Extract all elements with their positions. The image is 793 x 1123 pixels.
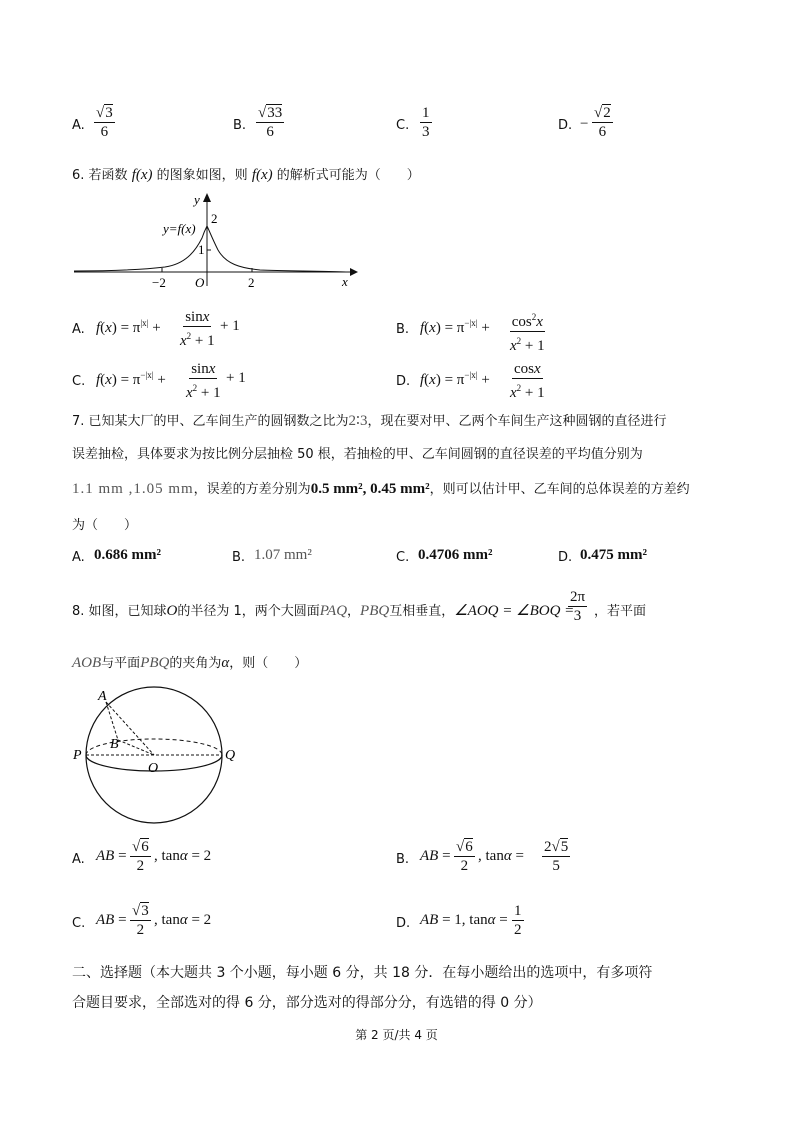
q8-line-2 bbox=[72, 652, 307, 672]
q8-frac-num: 2π bbox=[570, 589, 586, 605]
q5-option-b-fraction: $\frac{√33}{6}$ bbox=[258, 105, 283, 140]
q7-option-d-label: D. bbox=[558, 550, 573, 565]
q5-option-c-num: 1 bbox=[422, 105, 430, 121]
point-A-label: A bbox=[98, 689, 107, 704]
q8-ball: O bbox=[166, 603, 178, 619]
q5-option-b-den: 6 bbox=[266, 124, 274, 140]
q7-option-c: 0.4706 mm² bbox=[418, 547, 493, 563]
q5-option-d-label: D. bbox=[558, 118, 573, 133]
y-axis-label: y bbox=[194, 192, 200, 207]
section-2-line-1: 二、选择题（本大题共 3 个小题，每小题 6 分，共 18 分．在每小题给出的选项中，有多项符 bbox=[72, 965, 653, 981]
q8-line2b: 的夹角为 bbox=[169, 656, 222, 671]
q7-line-1 bbox=[72, 410, 666, 430]
q7-option-a: 0.686 mm² bbox=[94, 547, 161, 563]
q8-sphere-figure bbox=[70, 684, 240, 826]
q6-stem-a: 6. 若函数 bbox=[72, 168, 128, 183]
q6-option-c-label: C. bbox=[72, 374, 86, 389]
function-curve bbox=[74, 226, 346, 272]
section-2-line-2: 合题目要求，全部选对的得 6 分，部分选对的得部分分，有选错的得 0 分） bbox=[72, 995, 542, 1011]
q8-frac-den: 3 bbox=[573, 608, 582, 624]
q6-stem bbox=[72, 164, 420, 184]
q7-line3-text: ，误差的方差分别为 bbox=[193, 482, 311, 497]
q6-fx-1: f(x) bbox=[131, 167, 153, 183]
point-B-label: B bbox=[110, 737, 119, 752]
x-tick-label-neg2: −2 bbox=[152, 275, 166, 290]
q8-alpha: α bbox=[221, 655, 230, 671]
q5-option-a-den: 6 bbox=[100, 124, 109, 140]
q6-option-a-label: A. bbox=[72, 322, 85, 337]
x-axis-label: x bbox=[342, 274, 348, 289]
q8-line-1 bbox=[72, 600, 574, 620]
q8-line1b: 的半径为 1，两个大圆面 bbox=[177, 604, 320, 619]
q8-comma: ， bbox=[347, 604, 361, 619]
curve-label: y=f(x) bbox=[163, 221, 196, 236]
q8-line1c: 互相垂直， bbox=[389, 604, 455, 619]
q8-option-d-label: D. bbox=[396, 916, 411, 931]
q6-option-d-label: D. bbox=[396, 374, 411, 389]
q6-stem-c: 的解析式可能为（ ） bbox=[276, 168, 420, 183]
q8-line1a: 8. 如图，已知球 bbox=[72, 604, 167, 619]
q6-function-graph bbox=[70, 190, 360, 290]
q8-angle: ∠AOQ = ∠BOQ = bbox=[454, 603, 575, 619]
segment-BO bbox=[118, 740, 154, 755]
q7-line1b-text: ，现在要对甲、乙两个车间生产这种圆钢的直径进行 bbox=[367, 414, 667, 429]
point-P-label: P bbox=[73, 748, 82, 763]
q8-option-a-label: A. bbox=[72, 852, 85, 867]
x-tick-label-2: 2 bbox=[248, 275, 255, 290]
q7-line-3 bbox=[72, 478, 690, 498]
q7-line1-text: 7. 已知某大厂的甲、乙车间生产的圆钢数之比为 bbox=[72, 414, 349, 429]
q7-variances: 0.5 mm², 0.45 mm² bbox=[310, 481, 430, 497]
q8-pbq-2: PBQ bbox=[140, 655, 170, 671]
q7-option-a-label: A. bbox=[72, 550, 85, 565]
y-tick-label-1: 1 bbox=[198, 242, 205, 257]
q7-option-b: 1.07 mm² bbox=[254, 547, 312, 563]
q7-line-2: 误差抽检，具体要求为按比例分层抽检 50 根，若抽检的甲、乙车间圆钢的直径误差的平均值分别为 bbox=[72, 447, 643, 462]
q5-option-c-den: 3 bbox=[422, 124, 430, 140]
q6-stem-b: 的图象如图，则 bbox=[156, 168, 248, 183]
q6-option-b-label: B. bbox=[396, 322, 410, 337]
point-Q-label: Q bbox=[225, 748, 236, 763]
q5-option-c-label: C. bbox=[396, 118, 410, 133]
q5-option-a-fraction: $\frac{√3}{6}$ bbox=[96, 105, 113, 140]
equator-back bbox=[86, 739, 222, 755]
q7-line3b-text: ，则可以估计甲、乙车间的总体误差的方差约 bbox=[429, 482, 690, 497]
q5-option-d-num: 2 bbox=[603, 105, 611, 121]
origin-label: O bbox=[195, 275, 205, 290]
q8-line2a: 与平面 bbox=[101, 656, 141, 671]
q7-line-4: 为（ ） bbox=[72, 518, 138, 533]
q7-ratio: 2∶3 bbox=[348, 413, 368, 429]
q5-option-b-num: 33 bbox=[267, 105, 283, 121]
q8-option-c-label: C. bbox=[72, 916, 86, 931]
q8-angle-fraction bbox=[568, 588, 587, 625]
q5-option-d-den: 6 bbox=[598, 124, 607, 140]
q8-line1d: ，若平面 bbox=[594, 604, 647, 619]
q5-option-b-label: B. bbox=[233, 118, 247, 133]
x-axis-arrow bbox=[350, 268, 358, 276]
q8-paq: PAQ bbox=[319, 603, 348, 619]
y-tick-label-2: 2 bbox=[211, 211, 218, 226]
q7-option-b-label: B. bbox=[232, 550, 246, 565]
q8-aob: AOB bbox=[72, 655, 102, 671]
q8-line2c: ，则（ ） bbox=[229, 656, 308, 671]
q5-option-a-label: A. bbox=[72, 118, 85, 133]
q7-option-c-label: C. bbox=[396, 550, 410, 565]
q7-means: 1.1 mm ,1.05 mm bbox=[72, 481, 194, 497]
q5-option-c-fraction bbox=[420, 104, 432, 141]
q6-fx-2: f(x) bbox=[251, 167, 273, 183]
page-footer: 第 2 页/共 4 页 bbox=[355, 1028, 438, 1042]
q5-option-a-num: 3 bbox=[105, 105, 113, 121]
q8-option-b-label: B. bbox=[396, 852, 410, 867]
q7-option-d: 0.475 mm² bbox=[580, 547, 647, 563]
segment-AB bbox=[106, 702, 118, 740]
minus-sign: − bbox=[580, 116, 589, 132]
q5-option-d-fraction: $\frac{√2}{6}$ bbox=[594, 105, 611, 140]
point-O-label: O bbox=[148, 761, 159, 776]
q8-pbq: PBQ bbox=[360, 603, 390, 619]
y-axis-arrow bbox=[203, 193, 211, 202]
